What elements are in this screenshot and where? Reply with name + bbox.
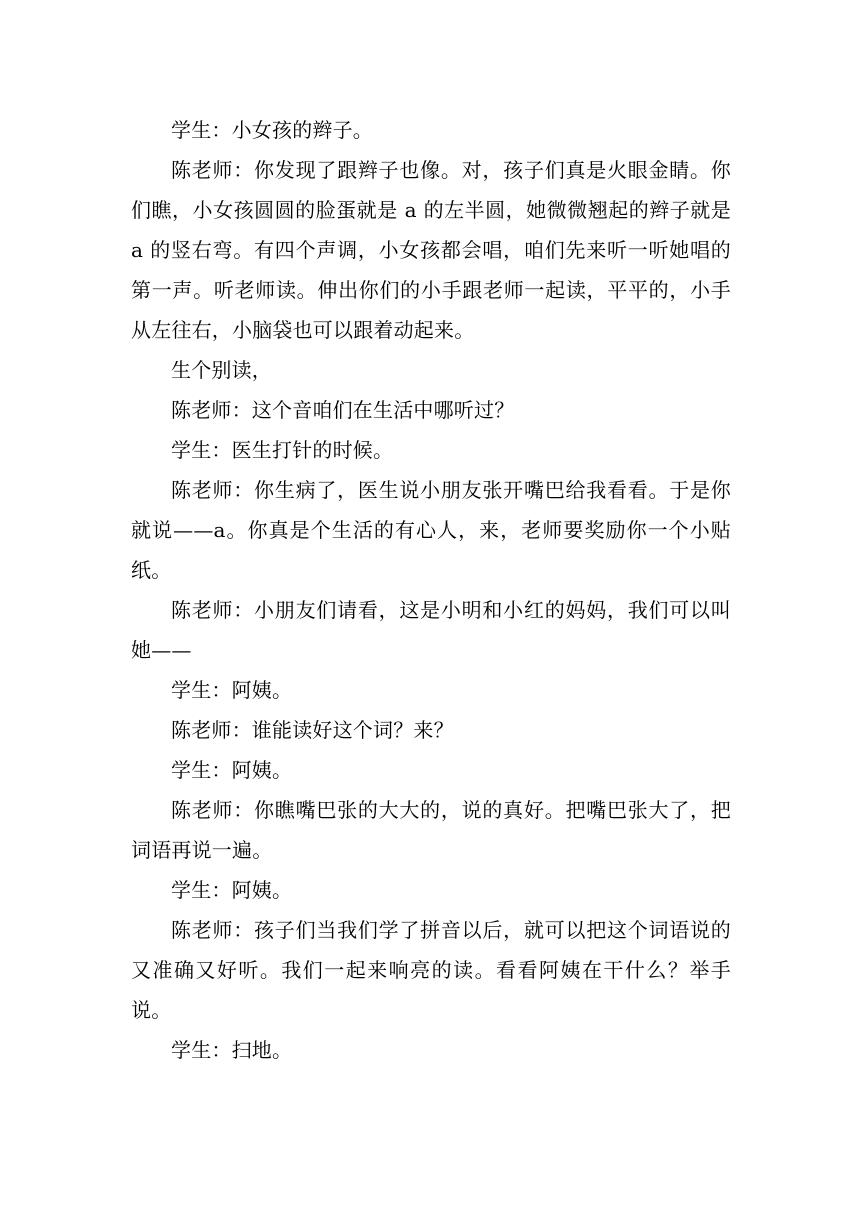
paragraph: 学生：阿姨。: [171, 758, 293, 782]
paragraph: 陈老师：你瞧嘴巴张的大大的，说的真好。把嘴巴张大了，把词语再说一遍。: [131, 798, 731, 862]
paragraph: 学生：阿姨。: [171, 678, 293, 702]
paragraph: 陈老师：这个音咱们在生活中哪听过？: [171, 398, 515, 422]
paragraph: 生个别读，: [171, 358, 272, 382]
paragraph: 陈老师：孩子们当我们学了拼音以后，就可以把这个词语说的又准确又好听。我们一起来响亮的读。看看阿姨在干什么？举手说。: [131, 918, 731, 1022]
paragraph: 陈老师：你生病了，医生说小朋友张开嘴巴给我看看。于是你就说——a。你真是个生活的有心人，来，老师要奖励你一个小贴纸。: [131, 478, 731, 582]
paragraph: 陈老师：谁能读好这个词？来？: [171, 718, 454, 742]
document-body: [131, 110, 731, 1070]
paragraph: 学生：小女孩的辫子。: [171, 118, 373, 142]
paragraph: 陈老师：你发现了跟辫子也像。对，孩子们真是火眼金睛。你们瞧，小女孩圆圆的脸蛋就是 a 的左半圆，她微微翘起的辫子就是 a 的竖右弯。有四个声调，小女孩都会唱，咱们先来听一听她唱的第一声。听老师读。伸出你们的小手跟老师一起读，平平的，小手从左往右，小脑袋也可以跟着动起来。: [131, 158, 731, 342]
paragraph: 陈老师：小朋友们请看，这是小明和小红的妈妈，我们可以叫她——: [131, 598, 731, 662]
paragraph: 学生：阿姨。: [171, 878, 293, 902]
paragraph: 学生：扫地。: [171, 1038, 293, 1062]
paragraph: 学生：医生打针的时候。: [171, 438, 394, 462]
